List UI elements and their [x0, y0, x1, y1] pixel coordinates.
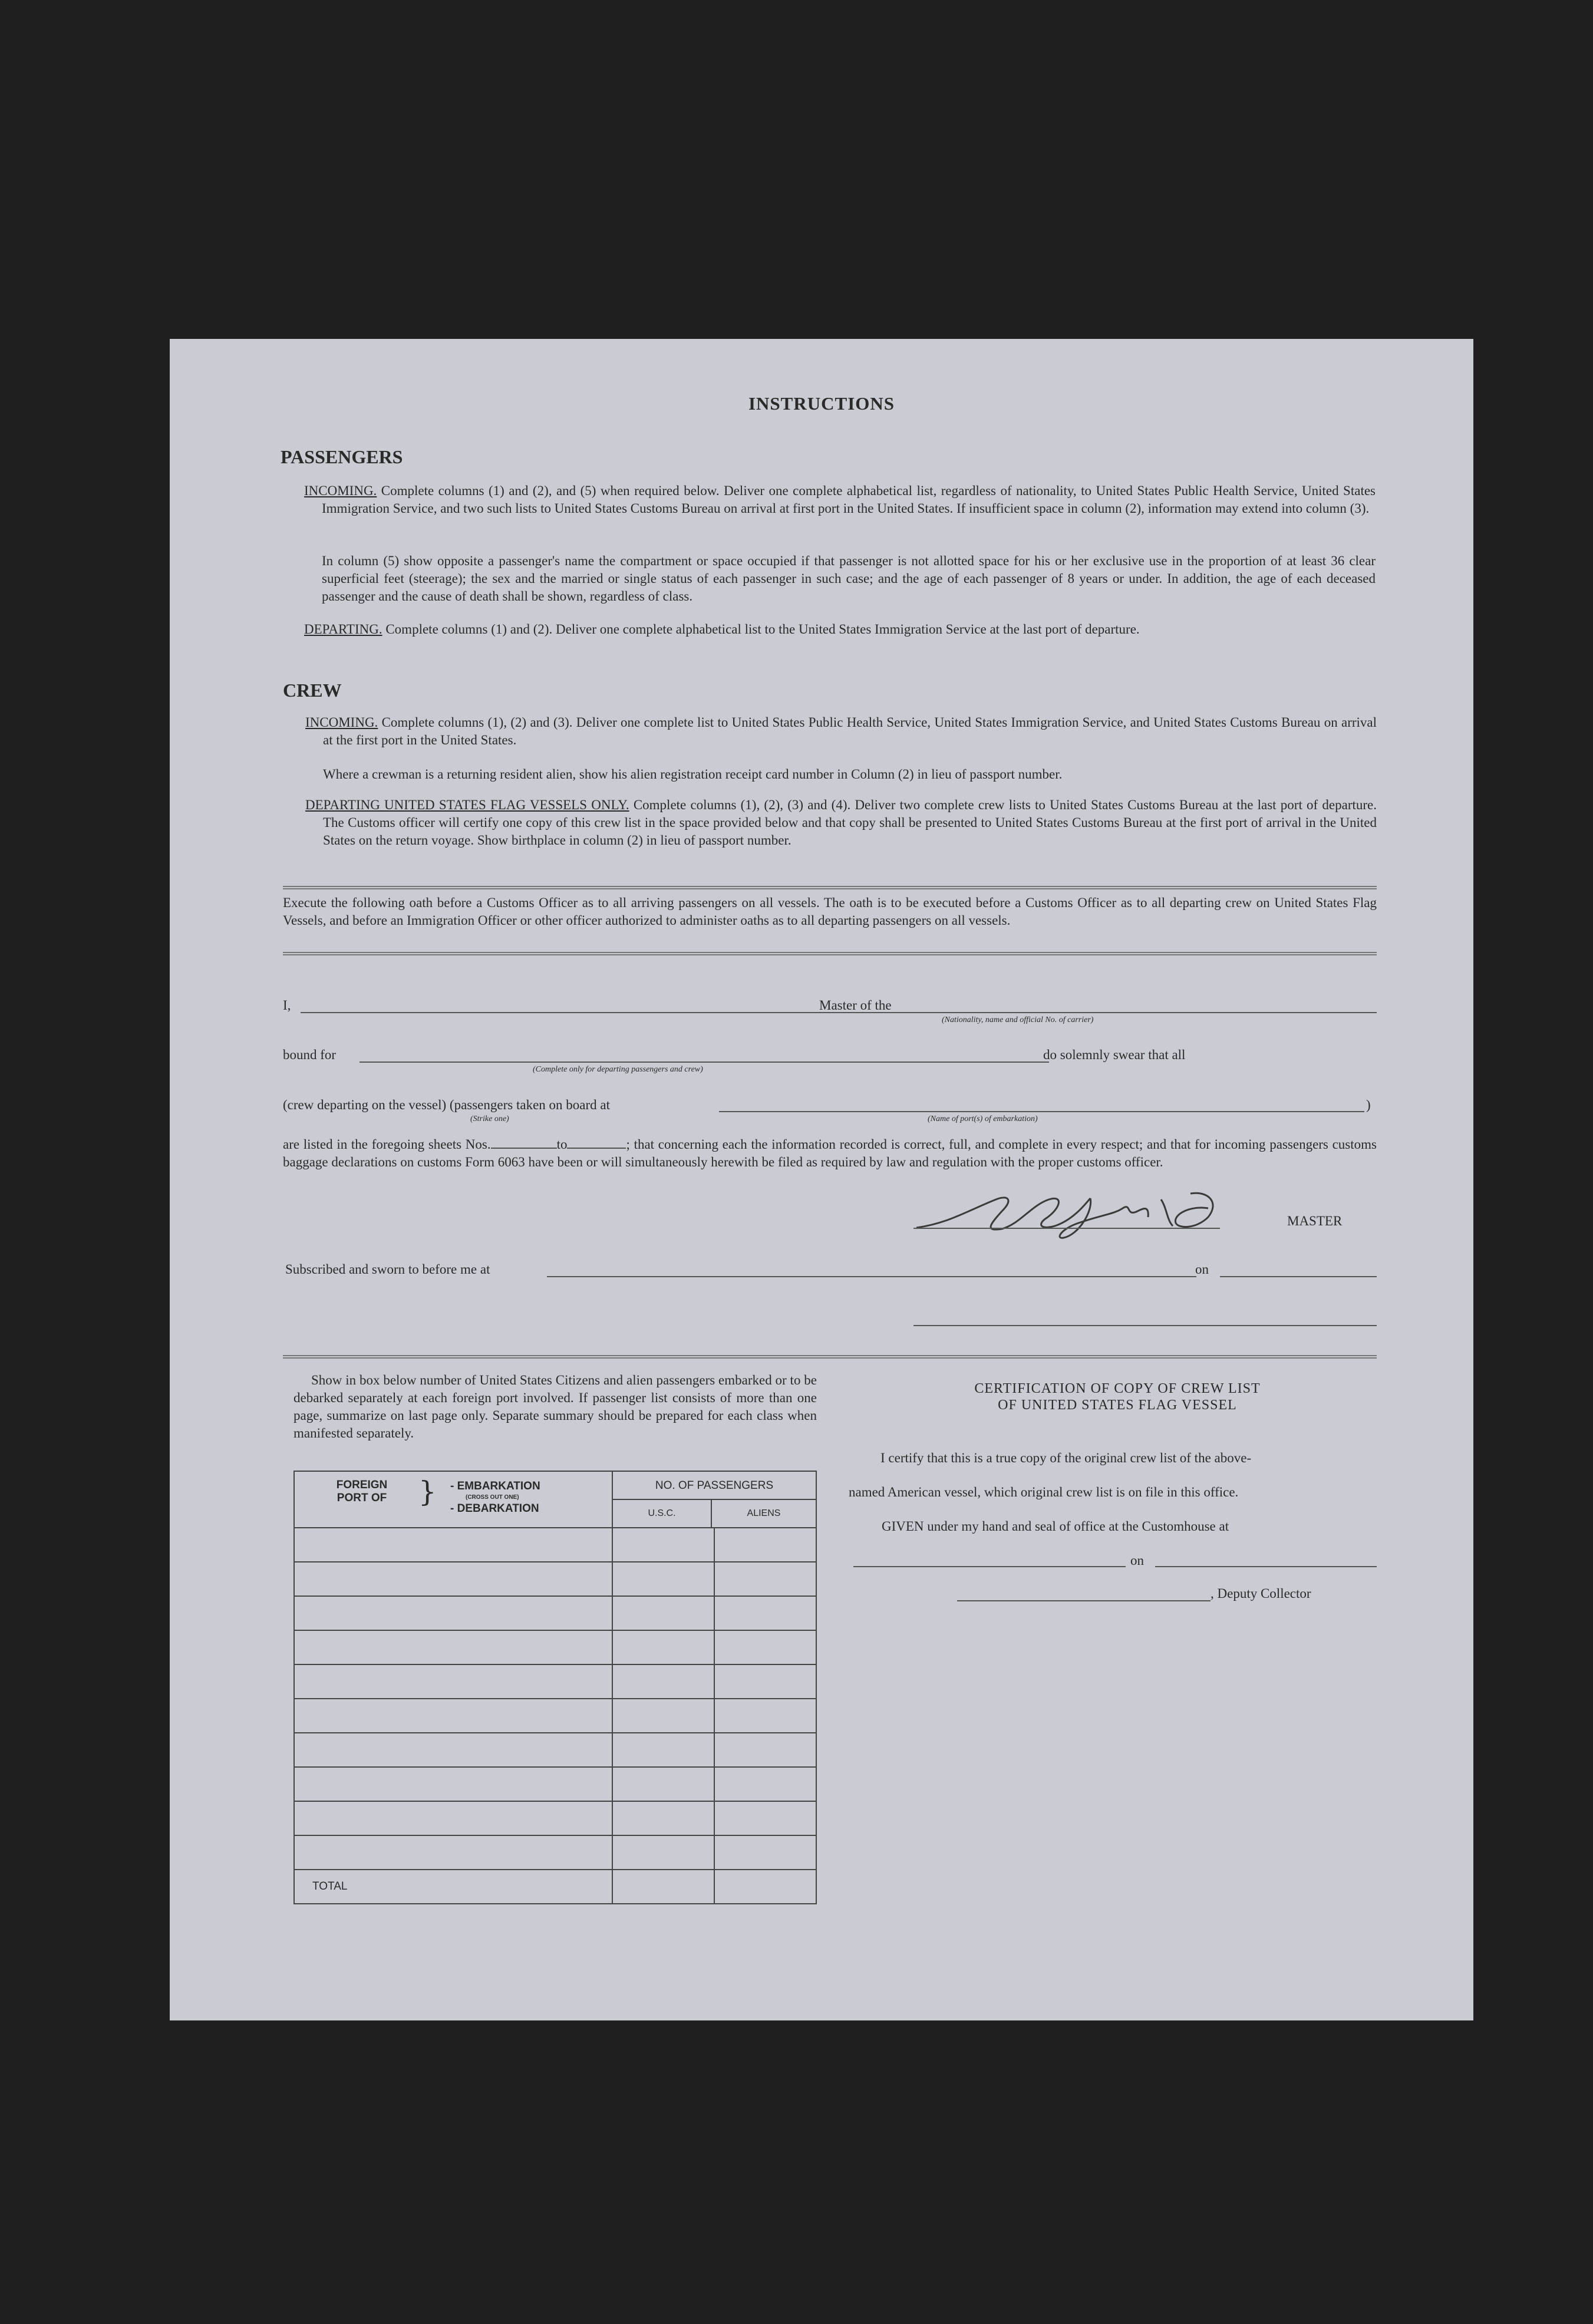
usc-cell[interactable]: [612, 1562, 714, 1596]
total-label: TOTAL: [294, 1870, 612, 1904]
passengers-departing-label: DEPARTING.: [304, 622, 382, 637]
usc-cell[interactable]: [612, 1767, 714, 1801]
divider: [283, 886, 1377, 889]
page-title: INSTRUCTIONS: [748, 393, 895, 414]
master-of-the-label: Master of the: [819, 998, 892, 1013]
document-page: [170, 339, 1473, 2020]
ports-field[interactable]: [719, 1111, 1364, 1112]
crew-departing-text: Complete columns (1), (2), (3) and (4). Deliver two complete crew lists to United States Customs Bureau at the last port of departure. The Customs officer will certify one copy of this crew list in the space provided below and that copy shall be presented to United States Customs Bureau at the first port of arrival in the United States on the return voyage. Show birthplace in column (2) in lieu of passport number.: [323, 797, 1377, 848]
ports-note: (Name of port(s) of embarkation): [928, 1115, 1038, 1123]
port-cell[interactable]: [294, 1733, 612, 1767]
bound-for-label: bound for: [283, 1047, 337, 1062]
strike-one-note: (Strike one): [470, 1115, 509, 1123]
table-row: [294, 1596, 816, 1630]
aliens-label: ALIENS: [747, 1508, 781, 1518]
table-row: [294, 1528, 816, 1562]
nationality-note: (Nationality, name and official No. of carrier): [942, 1016, 1094, 1024]
table-header-row: [294, 1471, 816, 1528]
certification-title-1: CERTIFICATION OF COPY OF CREW LIST: [974, 1381, 1261, 1396]
cross-out-note: (CROSS OUT ONE): [466, 1494, 519, 1501]
crew-departing-paragraph: [305, 796, 1377, 849]
embarkation-label: - EMBARKATION: [450, 1480, 540, 1492]
passengers-header-cell: [612, 1471, 816, 1528]
oath-i-label: I,: [283, 998, 291, 1013]
certification-on-label: on: [1130, 1553, 1144, 1568]
usc-cell[interactable]: [612, 1733, 714, 1767]
table-row: [294, 1630, 816, 1664]
master-signature-field[interactable]: [913, 1228, 1220, 1229]
table-row: [294, 1733, 816, 1767]
table-row: [294, 1699, 816, 1733]
port-cell[interactable]: [294, 1767, 612, 1801]
crew-incoming-paragraph: [305, 714, 1377, 749]
crew-passengers-label: (crew departing on the vessel) (passengers taken on board at: [283, 1097, 610, 1112]
oath-listed-paragraph: [283, 1136, 1377, 1171]
no-of-passengers-label: NO. OF PASSENGERS: [613, 1472, 816, 1500]
usc-cell[interactable]: [612, 1699, 714, 1733]
debarkation-label: - DEBARKATION: [450, 1502, 539, 1515]
aliens-cell[interactable]: [714, 1801, 816, 1835]
table-row: [294, 1562, 816, 1596]
usc-cell[interactable]: [612, 1835, 714, 1870]
aliens-cell[interactable]: [714, 1835, 816, 1870]
crew-departing-label: DEPARTING UNITED STATES FLAG VESSELS ONLY.: [305, 797, 629, 812]
usc-cell[interactable]: [612, 1664, 714, 1699]
certification-title-2: OF UNITED STATES FLAG VESSEL: [998, 1397, 1237, 1413]
deputy-collector-field[interactable]: [957, 1600, 1211, 1601]
aliens-cell[interactable]: [714, 1664, 816, 1699]
usc-cell[interactable]: [612, 1630, 714, 1664]
divider: [283, 1355, 1377, 1359]
passengers-incoming-text: Complete columns (1) and (2), and (5) when required below. Deliver one complete alphabetical list, regardless of nationality, to United States Public Health Service, United States Immigration Service, and two such lists to United States Customs Bureau on arrival at first port in the United States. If insufficient space in column (2), information may extend into column (3).: [322, 483, 1376, 516]
sworn-on-label: on: [1195, 1262, 1209, 1277]
aliens-cell[interactable]: [714, 1699, 816, 1733]
carrier-field[interactable]: [912, 1012, 1377, 1013]
port-cell[interactable]: [294, 1835, 612, 1870]
master-signature-image: [913, 1182, 1302, 1247]
sheet-from-field[interactable]: [491, 1148, 557, 1149]
crew-heading: CREW: [283, 680, 342, 701]
certification-line-1: I certify that this is a true copy of the original crew list of the above-: [880, 1451, 1252, 1465]
passengers-heading: PASSENGERS: [281, 446, 403, 467]
passengers-incoming-label: INCOMING.: [304, 483, 377, 498]
usc-label: U.S.C.: [613, 1500, 712, 1527]
usc-cell[interactable]: [612, 1596, 714, 1630]
passengers-departing-text: Complete columns (1) and (2). Deliver one complete alphabetical list to the United States Immigration Service at the last port of departure.: [385, 622, 1140, 637]
certification-line-2: named American vessel, which original crew list is on file in this office.: [849, 1485, 1239, 1499]
do-swear-label: do solemnly swear that all: [1043, 1047, 1186, 1062]
subscribed-label: Subscribed and sworn to before me at: [285, 1262, 490, 1277]
total-usc-cell[interactable]: [612, 1870, 714, 1904]
oath-intro: Execute the following oath before a Customs Officer as to all arriving passengers on all vessels. The oath is to be executed before a Customs Officer as to all departing crew on United States Flag Vessels, and before an Immigration Officer or other officer authorized to administer oaths as to all departing passengers on all vessels.: [283, 895, 1377, 928]
aliens-cell[interactable]: [714, 1767, 816, 1801]
crew-incoming-label: INCOMING.: [305, 715, 378, 730]
aliens-cell[interactable]: [714, 1733, 816, 1767]
complete-only-note: (Complete only for departing passengers and crew): [533, 1065, 703, 1074]
aliens-cell[interactable]: [714, 1596, 816, 1630]
certification-date-field[interactable]: [1155, 1566, 1377, 1567]
bound-for-field[interactable]: [360, 1062, 1049, 1063]
master-label: MASTER: [1287, 1214, 1343, 1228]
passengers-incoming-paragraph: [304, 482, 1376, 517]
brace-icon: }: [418, 1475, 437, 1508]
customhouse-field[interactable]: [853, 1566, 1126, 1567]
usc-cell[interactable]: [612, 1528, 714, 1562]
close-paren: ): [1366, 1097, 1371, 1112]
port-cell[interactable]: [294, 1562, 612, 1596]
certification-line-3: GIVEN under my hand and seal of office at the Customhouse at: [882, 1519, 1229, 1534]
passenger-summary-table: [293, 1471, 817, 1904]
usc-cell[interactable]: [612, 1801, 714, 1835]
table-row: [294, 1835, 816, 1870]
port-cell[interactable]: [294, 1664, 612, 1699]
passengers-column5-paragraph: In column (5) show opposite a passenger's name the compartment or space occupied if that passenger is not allotted space for his or her exclusive use in the proportion of at least 36 clear superficial feet (steerage); the sex and the married or single status of each passenger in such case; and the age of each passenger of 8 years or under. In addition, the age of each deceased passenger and the cause of death shall be shown, regardless of class.: [322, 553, 1376, 604]
aliens-cell[interactable]: [714, 1630, 816, 1664]
aliens-cell[interactable]: [714, 1528, 816, 1562]
foreign-port-of-label: FOREIGN PORT OF: [336, 1479, 388, 1504]
port-cell[interactable]: [294, 1699, 612, 1733]
sheet-to-field[interactable]: [567, 1148, 626, 1149]
oath-listed-to: to: [556, 1137, 568, 1152]
officer-signature-field[interactable]: [913, 1325, 1377, 1326]
table-row: [294, 1664, 816, 1699]
passengers-departing-paragraph: [304, 621, 1376, 638]
deputy-collector-label: , Deputy Collector: [1211, 1586, 1311, 1601]
crew-incoming-text: Complete columns (1), (2) and (3). Deliver one complete list to United States Public Health Service, United States Immigration Service, and United States Customs Bureau on arrival at the first port in the United States.: [323, 715, 1377, 747]
total-aliens-cell[interactable]: [714, 1870, 816, 1904]
port-cell[interactable]: [294, 1630, 612, 1664]
divider: [283, 952, 1377, 955]
crew-resident-paragraph: Where a crewman is a returning resident alien, show his alien registration receipt card number in Column (2) in lieu of passport number.: [323, 767, 1063, 782]
oath-listed-a: are listed in the foregoing sheets Nos.: [283, 1137, 491, 1152]
port-cell[interactable]: [294, 1528, 612, 1562]
port-header-cell: [294, 1471, 612, 1528]
total-row: [294, 1870, 816, 1904]
table-row: [294, 1801, 816, 1835]
port-cell[interactable]: [294, 1596, 612, 1630]
port-cell[interactable]: [294, 1801, 612, 1835]
oath-listed-b: ; that concerning each the information recorded is correct, full, and complete in every respect; and that for incoming passengers customs baggage declarations on customs Form 6063 have been or will simultaneously herewith be filed as required by law and regulation with the proper customs officer.: [283, 1137, 1377, 1169]
sworn-place-field[interactable]: [547, 1276, 1196, 1277]
sworn-date-field[interactable]: [1220, 1276, 1377, 1277]
table-row: [294, 1767, 816, 1801]
aliens-cell[interactable]: [714, 1562, 816, 1596]
summary-instructions: Show in box below number of United States Citizens and alien passengers embarked or to be debarked separately at each foreign port involved. If passenger list consists of more than one page, summarize on last page only. Separate summary should be prepared for each class when manifested separately.: [293, 1373, 817, 1440]
